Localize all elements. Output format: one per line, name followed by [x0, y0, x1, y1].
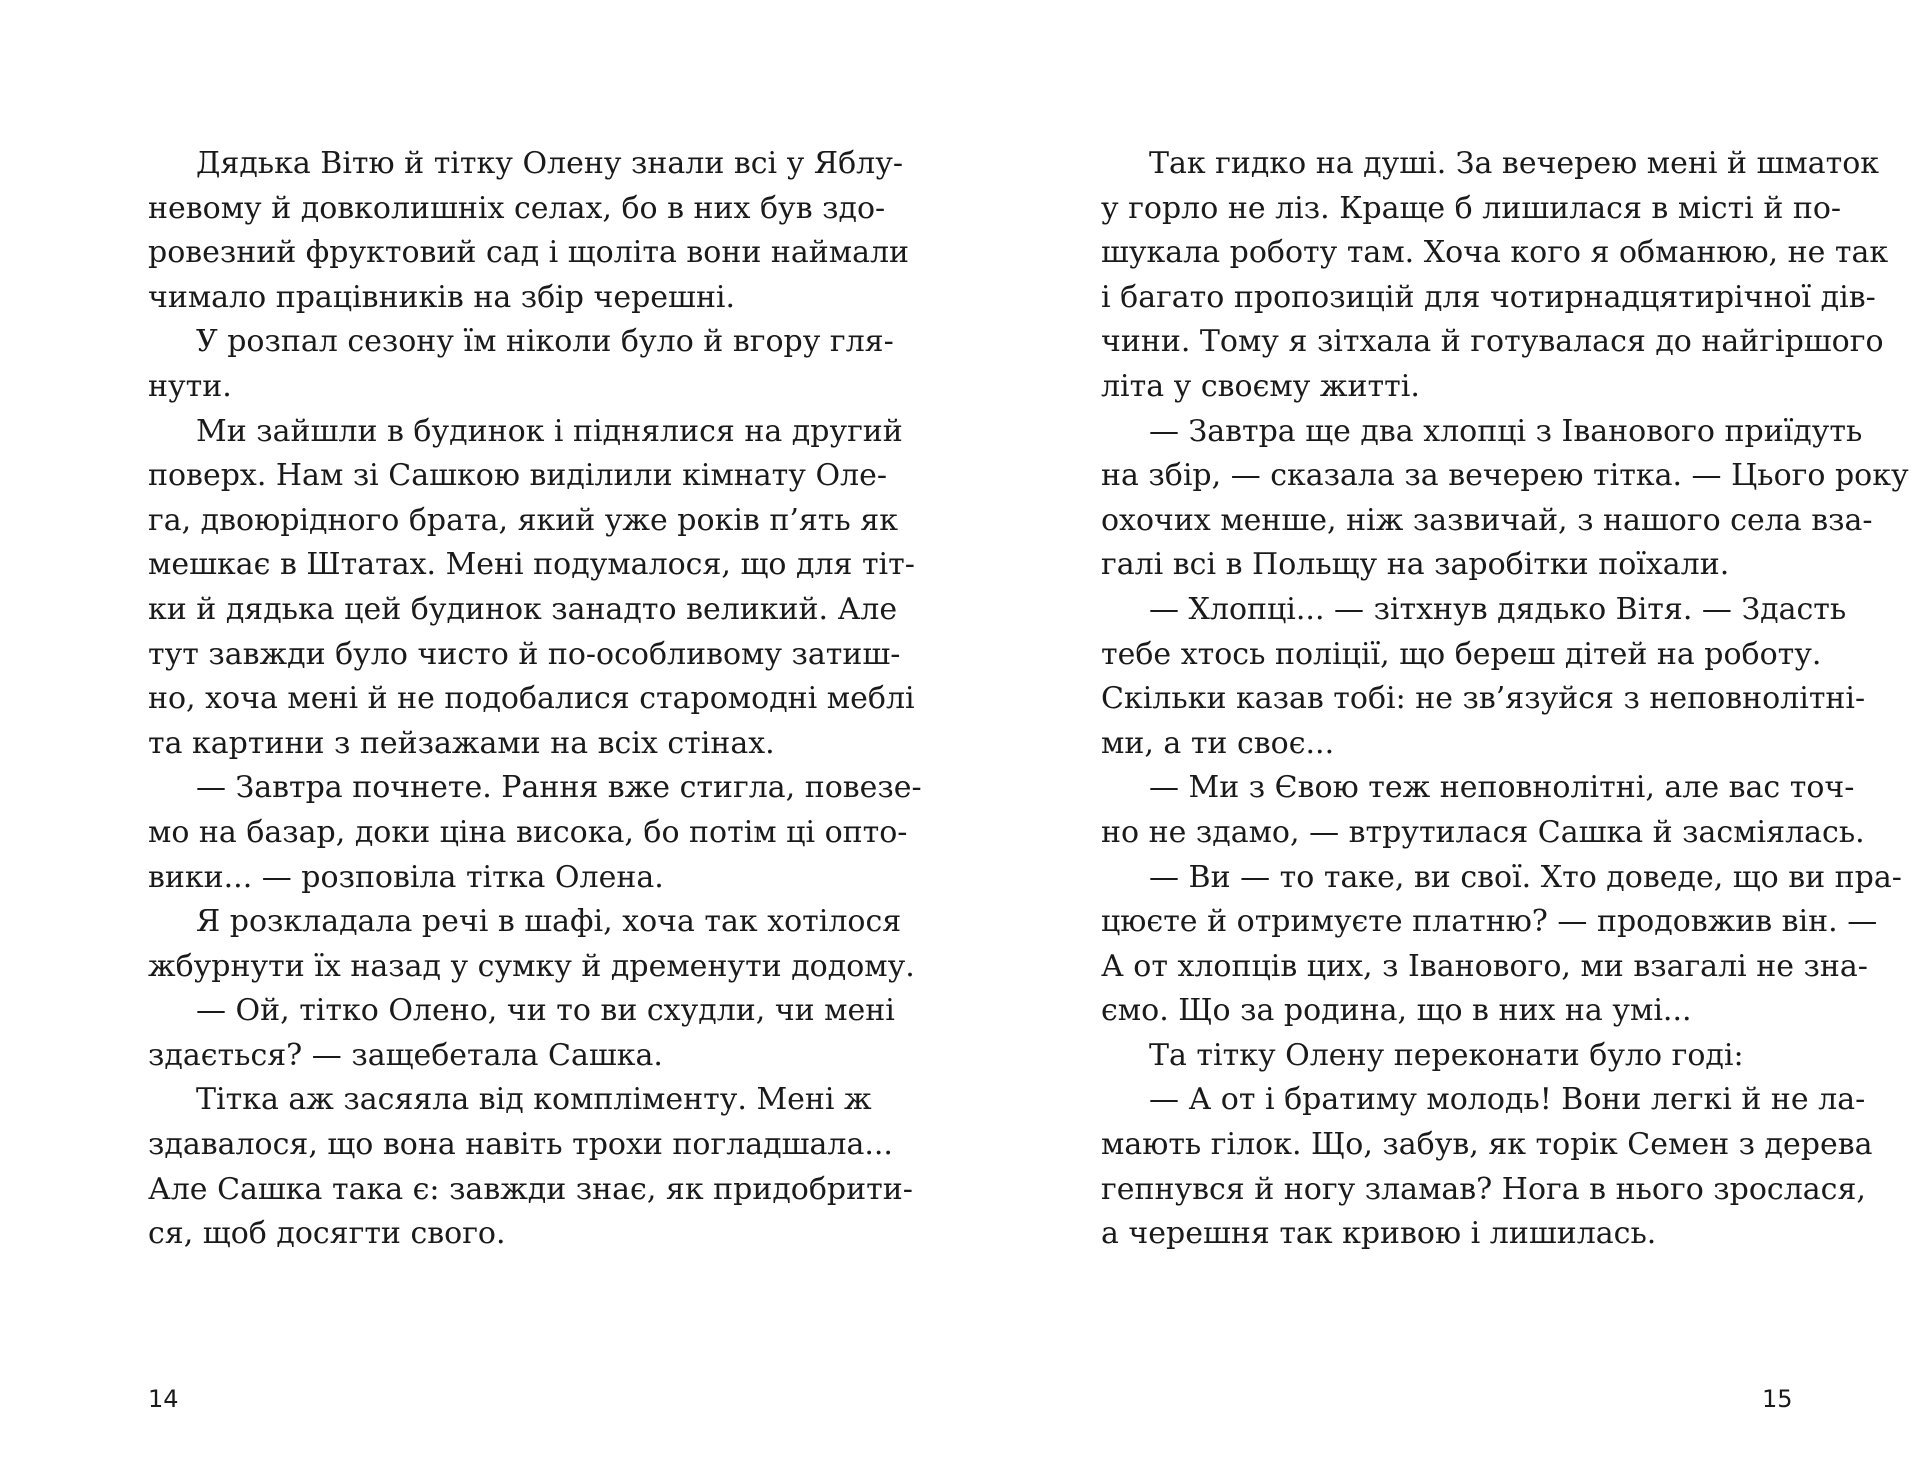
left-page-text	[148, 142, 922, 1257]
text-line: і багато пропозицій для чотирнадцятирічної дів-	[1101, 279, 1876, 315]
text-line: галі всі в Польщу на заробітки поїхали.	[1101, 547, 1730, 583]
text-line: мають гілок. Що, забув, як торік Семен з дерева	[1101, 1127, 1873, 1163]
text-line: — Хлопці... — зітхнув дядько Вітя. — Здасть	[1149, 591, 1847, 627]
text-line: здається? — защебетала Сашка.	[148, 1037, 663, 1073]
text-line: на збір, — сказала за вечерею тітка. — Цього року	[1101, 458, 1909, 494]
text-line: Тітка аж засяяла від компліменту. Мені ж	[196, 1082, 872, 1118]
text-line: Так гидко на душі. За вечерею мені й шматок	[1149, 146, 1880, 181]
text-line: мо на базар, доки ціна висока, бо потім ці опто-	[148, 814, 908, 850]
text-line: но не здамо, — втрутилася Сашка й засміялась.	[1101, 814, 1865, 850]
text-line: У розпал сезону їм ніколи було й вгору гля-	[196, 324, 894, 360]
text-line: вики... — розповіла тітка Олена.	[148, 859, 664, 895]
text-line: ровезний фруктовий сад і щоліта вони наймали	[148, 235, 910, 271]
text-line: — Ми з Євою теж неповнолітні, але вас точ-	[1149, 770, 1855, 806]
text-line: а черешня так кривою і лишилась.	[1101, 1216, 1657, 1252]
text-line: га, двоюрідного брата, який уже років п’ять як	[148, 502, 898, 538]
text-line: Дядька Вітю й тітку Олену знали всі у Яблу-	[196, 146, 904, 181]
text-line: поверх. Нам зі Сашкою виділили кімнату Оле-	[148, 458, 887, 494]
text-line: но, хоча мені й не подобалися старомодні меблі	[148, 681, 915, 717]
text-line: гепнувся й ногу зламав? Нога в нього зрослася,	[1101, 1171, 1866, 1207]
text-line: Ми зайшли в будинок і піднялися на другий	[196, 413, 903, 449]
text-line: — А от і братиму молодь! Вони легкі й не ла-	[1149, 1082, 1866, 1118]
text-line: чимало працівників на збір черешні.	[148, 279, 736, 315]
text-line: шукала роботу там. Хоча кого я обманюю, не так	[1101, 235, 1889, 271]
text-line: — Завтра почнете. Рання вже стигла, повезе-	[196, 770, 922, 806]
text-line: літа у своєму житті.	[1101, 368, 1420, 404]
page-number-right: 15	[1762, 1385, 1793, 1413]
text-line: ми, а ти своє...	[1101, 725, 1335, 761]
text-line: ся, щоб досягти свого.	[148, 1216, 506, 1252]
text-line: охочих менше, ніж зазвичай, з нашого села вза-	[1101, 502, 1873, 538]
text-line: Скільки казав тобі: не зв’язуйся з неповнолітні-	[1101, 681, 1866, 717]
text-line: — Завтра ще два хлопці з Іванового приїдуть	[1149, 413, 1863, 449]
text-line: Та тітку Олену переконати було годі:	[1149, 1037, 1744, 1073]
right-page-text	[1101, 142, 1909, 1257]
text-line: Я розкладала речі в шафі, хоча так хотілося	[196, 904, 902, 940]
text-line: цюєте й отримуєте платню? — продовжив він. —	[1101, 904, 1878, 940]
text-line: невому й довколишніх селах, бо в них був здо-	[148, 190, 886, 226]
text-line: — Ой, тітко Олено, чи то ви схудли, чи мені	[196, 993, 895, 1029]
text-line: ємо. Що за родина, що в них на умі...	[1101, 993, 1692, 1029]
page-number-left: 14	[148, 1385, 179, 1413]
text-line: та картини з пейзажами на всіх стінах.	[148, 725, 775, 761]
text-line: у горло не ліз. Краще б лишилася в місті й по-	[1101, 190, 1842, 226]
text-line: тут завжди було чисто й по-особливому затиш-	[148, 636, 901, 672]
text-line: здавалося, що вона навіть трохи погладшала...	[148, 1127, 893, 1163]
text-line: нути.	[148, 368, 232, 404]
text-line: ки й дядька цей будинок занадто великий. Але	[148, 591, 898, 627]
text-line: тебе хтось поліції, що береш дітей на роботу.	[1101, 636, 1822, 672]
text-line: мешкає в Штатах. Мені подумалося, що для тіт-	[148, 547, 915, 583]
text-line: А от хлопців цих, з Іванового, ми взагалі не зна-	[1101, 948, 1868, 984]
text-line: чини. Тому я зітхала й готувалася до найгіршого	[1101, 324, 1884, 360]
text-line: жбурнути їх назад у сумку й дременути додому.	[148, 948, 915, 984]
text-line: Але Сашка така є: завжди знає, як придобрити-	[148, 1171, 913, 1207]
text-line: — Ви — то таке, ви свої. Хто доведе, що ви пра-	[1149, 859, 1902, 895]
